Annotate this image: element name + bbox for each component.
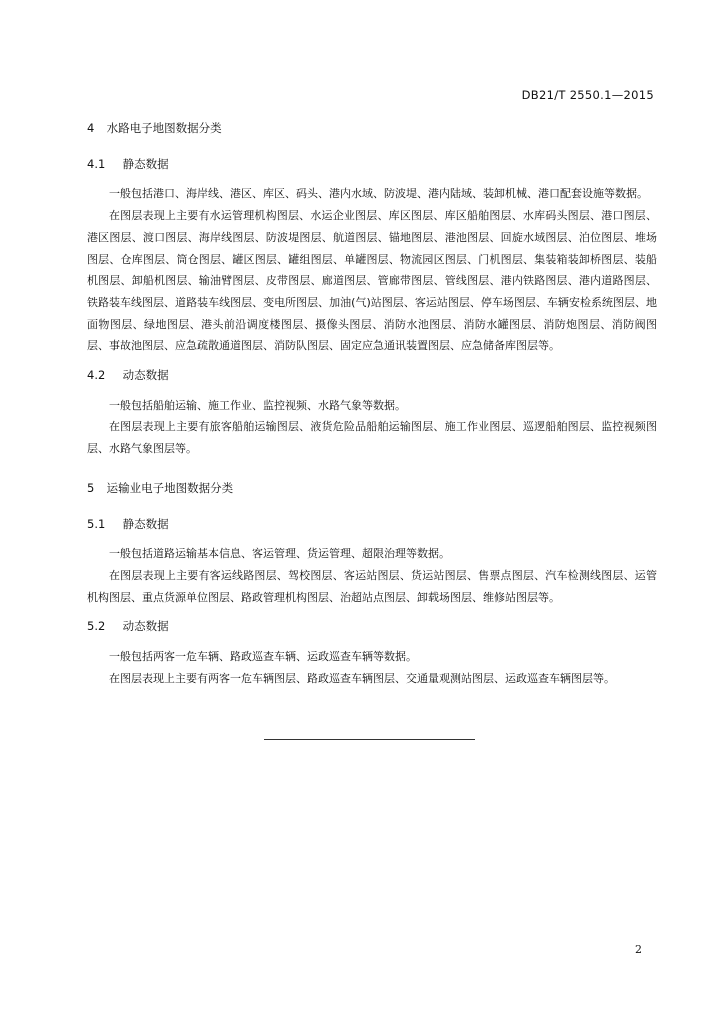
subsection-body xyxy=(87,395,657,460)
subsection-heading xyxy=(87,616,657,638)
subsection-number: 4.1 xyxy=(87,156,106,171)
paragraph: 一般包括道路运输基本信息、客运管理、货运管理、超限治理等数据。 xyxy=(109,547,450,561)
subsection-number: 5.2 xyxy=(87,619,106,634)
paragraph: 一般包括港口、海岸线、港区、库区、码头、港内水域、防波堤、港内陆域、装卸机械、港口配套设施等数据。 xyxy=(109,187,648,201)
subsection-body xyxy=(87,646,657,689)
section-title: 水路电子地图数据分类 xyxy=(106,121,222,135)
page-content xyxy=(87,118,657,695)
paragraph: 一般包括船舶运输、施工作业、监控视频、水路气象等数据。 xyxy=(109,398,406,412)
subsection-body xyxy=(87,543,657,608)
paragraph: 一般包括两客一危车辆、路政巡查车辆、运政巡查车辆等数据。 xyxy=(109,650,417,664)
subsection-title: 动态数据 xyxy=(122,368,169,383)
end-rule xyxy=(264,739,475,740)
subsection-title: 动态数据 xyxy=(122,619,169,634)
subsection-heading xyxy=(87,154,657,176)
document-id: DB21/T 2550.1—2015 xyxy=(521,88,654,102)
subsection-number: 4.2 xyxy=(87,368,106,383)
subsection-heading xyxy=(87,365,657,387)
subsection-heading xyxy=(87,514,657,536)
subsection-number: 5.1 xyxy=(87,516,106,531)
page-number: 2 xyxy=(635,943,642,956)
section-heading xyxy=(87,118,657,140)
subsection-body xyxy=(87,183,657,357)
section-title: 运输业电子地图数据分类 xyxy=(106,480,234,495)
subsection-title: 静态数据 xyxy=(122,156,169,171)
section-heading xyxy=(87,478,657,500)
subsection-title: 静态数据 xyxy=(122,516,169,531)
paragraph: 在图层表现上主要有客运线路图层、驾校图层、客运站图层、货运站图层、售票点图层、汽车检测线图层、运管机构图层、重点货源单位图层、路政管理机构图层、治超站点图层、卸载场图层、维修站图层等。 xyxy=(87,568,657,604)
section-number: 5 xyxy=(87,480,95,495)
paragraph: 在图层表现上主要有旅客船舶运输图层、液货危险品船舶运输图层、施工作业图层、巡逻船舶图层、监控视频图层、水路气象图层等。 xyxy=(87,420,657,456)
paragraph: 在图层表现上主要有水运管理机构图层、水运企业图层、库区图层、库区船舶图层、水库码头图层、港口图层、港区图层、渡口图层、海岸线图层、防波堤图层、航道图层、锚地图层、港池图层、回旋水域图层、泊位图层、堆场图层、仓库图层、筒仓图层、罐区图层、罐组图层、单罐图层、物流园区图层、门机图层、集装箱装卸桥图层、装船机图层、卸船机图层、输油臂图层、皮带图层、廊道图层、管廊带图层、管线图层、港内铁路图层、港内道路图层、铁路装车线图层、道路装车线图层、变电所图层、加油(气)站图层、客运站图层、停车场图层、车辆安检系统图层、地面物图层、绿地图层、港头前沿调度楼图层、摄像头图层、消防水池图层、消防水罐图层、消防炮图层、消防阀图层、事故池图层、应急疏散通道图层、消防队图层、固定应急通讯装置图层、应急储备库图层等。 xyxy=(87,209,657,353)
paragraph: 在图层表现上主要有两客一危车辆图层、路政巡查车辆图层、交通量观测站图层、运政巡查车辆图层等。 xyxy=(109,671,615,685)
section-number: 4 xyxy=(87,121,95,135)
